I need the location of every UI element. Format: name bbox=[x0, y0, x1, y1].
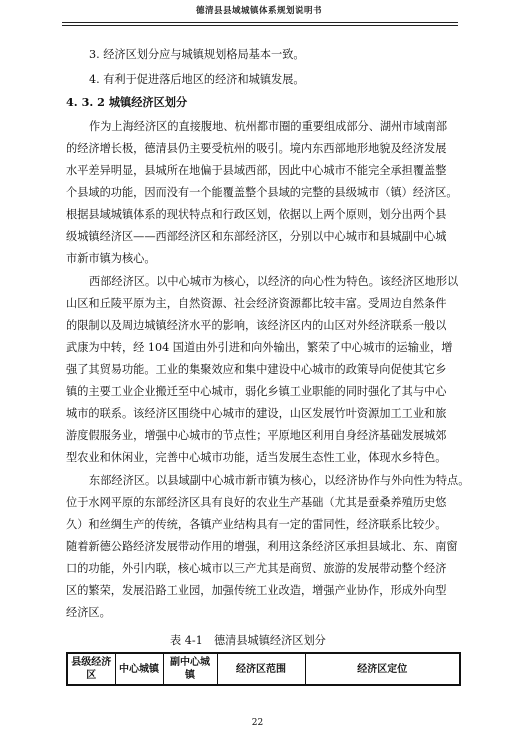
paragraph-line: 口的功能，外引内联，核心城市以三产尤其是商贸、旅游的发展带动整个经济 bbox=[66, 562, 447, 575]
paragraph-line: 市新市镇为核心。 bbox=[66, 252, 156, 265]
paragraph-line-west: 西部经济区。以中心城市为核心，以经济的向心性为特色。该经济区地形以 bbox=[89, 275, 459, 288]
paragraph-line: 区的繁荣，发展沿路工业园，加强传统工业改造，增强产业协作，形成外向型 bbox=[66, 584, 447, 597]
table-header-cell: 中心城镇 bbox=[115, 653, 163, 685]
table-header-row bbox=[67, 653, 460, 685]
paragraph-line: 级城镇经济区——西部经济区和东部经济区，分别以中心城市和县城副中心城 bbox=[66, 230, 447, 243]
table-header-cell: 经济区范围 bbox=[217, 653, 305, 685]
paragraph-line: 武康为中转，经 104 国道由外引进和向外输出，繁荣了中心城市的运输业，增 bbox=[66, 341, 453, 354]
running-header: 德清县县域城镇体系规划说明书 bbox=[195, 6, 322, 16]
table-header-cell: 县级经济区 bbox=[67, 653, 115, 685]
paragraph-line: 强了其贸易功能。工业的集聚效应和集中建设中心城市的政策导向促使其它乡 bbox=[66, 363, 447, 376]
table-caption: 表 4-1 德清县城镇经济区划分 bbox=[170, 634, 326, 647]
header-rule-bottom bbox=[62, 25, 458, 26]
table-header-cell: 经济区定位 bbox=[305, 653, 460, 685]
paragraph-line: 经济区。 bbox=[66, 606, 111, 619]
paragraph-line: 游度假服务业，增强中心城市的节点性；平原地区利用自身经济基础发展城郊 bbox=[66, 429, 447, 442]
paragraph-line: 的限制以及周边城镇经济水平的影响，该经济区内的山区对外经济联系一般以 bbox=[66, 319, 447, 332]
paragraph-line: 型农业和休闲业，完善中心城市功能，适当发展生态性工业，体现水乡特色。 bbox=[66, 451, 447, 464]
paragraph-line: 城市的联系。该经济区围绕中心城市的建设，山区发展竹叶资源加工工业和旅 bbox=[66, 407, 447, 420]
paragraph-line-east: 东部经济区。以县域副中心城市新市镇为核心，以经济协作与外向性为特点。 bbox=[89, 474, 470, 487]
page-number: 22 bbox=[251, 718, 264, 728]
header-rule-top bbox=[62, 22, 458, 23]
list-item-4: 4. 有利于促进落后地区的经济和城镇发展。 bbox=[89, 73, 305, 86]
paragraph-line: 作为上海经济区的直接腹地、杭州都市圈的重要组成部分、湖州市域南部 bbox=[89, 120, 448, 133]
paragraph-line: 镇的主要工业企业搬迁至中心城市，弱化乡镇工业职能的同时强化了其与中心 bbox=[66, 385, 447, 398]
paragraph-line: 水平差异明显，县城所在地偏于县域西部，因此中心城市不能完全承担覆盖整 bbox=[66, 164, 447, 177]
section-heading: 4. 3. 2 城镇经济区划分 bbox=[66, 95, 188, 109]
list-item-3: 3. 经济区划分应与城镇规划格局基本一致。 bbox=[89, 48, 305, 61]
table-header-cell: 副中心城镇 bbox=[163, 653, 217, 685]
paragraph-line: 山区和丘陵平原为主，自然资源、社会经济资源都比较丰富。受周边自然条件 bbox=[66, 297, 447, 310]
paragraph-line: 的经济增长极，德清县仍主要受杭州的吸引。境内东西部地形地貌及经济发展 bbox=[66, 142, 447, 155]
region-table bbox=[66, 652, 461, 686]
paragraph-line: 个县域的功能，因而没有一个能覆盖整个县域的完整的县级城市（镇）经济区。 bbox=[66, 186, 458, 199]
paragraph-line: 随着新德公路经济发展带动作用的增强，利用这条经济区承担县域北、东、南窗 bbox=[66, 540, 458, 553]
paragraph-line: 久）和丝绸生产的传统，各镇产业结构具有一定的雷同性，经济联系比较少。 bbox=[66, 518, 447, 531]
paragraph-line: 位于水网平原的东部经济区具有良好的农业生产基础（尤其是蚕桑养殖历史悠 bbox=[66, 496, 447, 509]
paragraph-line: 根据县域城镇体系的现状特点和行政区划，依据以上两个原则，划分出两个县 bbox=[66, 208, 447, 221]
